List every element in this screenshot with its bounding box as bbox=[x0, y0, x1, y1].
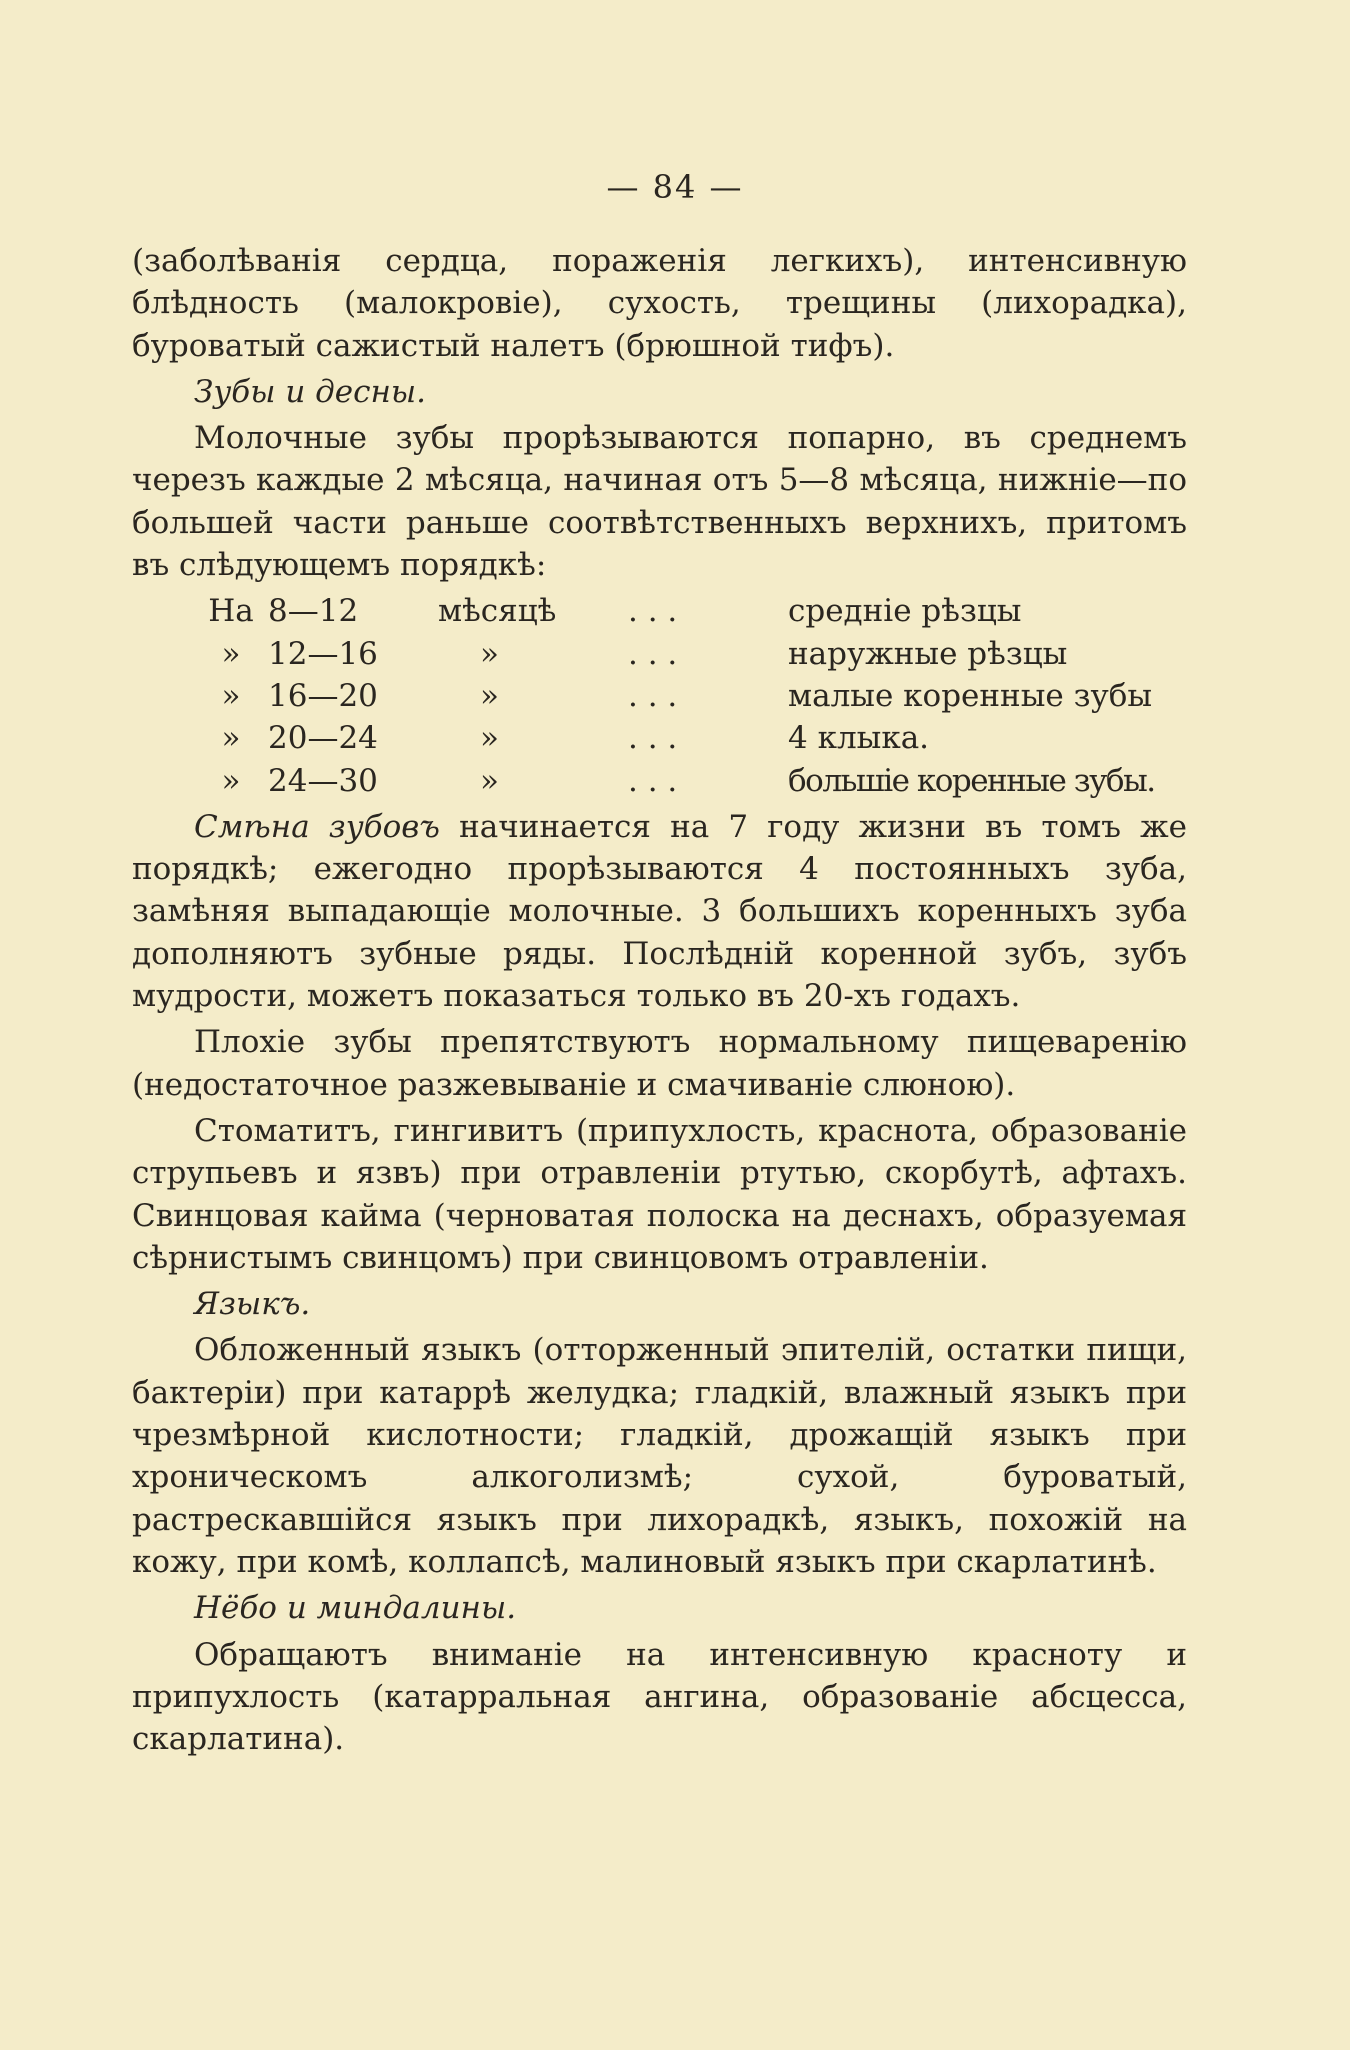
paragraph-continuation: (заболѣванія сердца, пораженія легкихъ), интенсивную блѣдность (малокровіе), сухость, трещины (лихорадка), буроватый сажистый налетъ (брюшной тифъ). bbox=[132, 243, 1187, 364]
heading-tongue: Языкъ. bbox=[194, 1286, 311, 1323]
inline-term: Смѣна зубовъ bbox=[194, 808, 440, 845]
row-range: 12—16 bbox=[268, 635, 378, 672]
paragraph-tongue: Обложенный языкъ (отторженный эпителій, остатки пищи, бактеріи) при катаррѣ желудка; гладкій, влажный языкъ при чрезмѣрной кислотности; гладкій, дрожащій языкъ при хроническомъ алкоголизмѣ; сухой, буроватый, растрескавшійся языкъ при лихорадкѣ, языкъ, похожій на кожу, при комѣ, коллапсѣ, малиновый языкъ при скарлатинѣ. bbox=[132, 1332, 1187, 1580]
page-number: — 84 — bbox=[606, 168, 744, 206]
teeth-eruption-table bbox=[132, 590, 1187, 801]
row-range: 8—12 bbox=[268, 593, 359, 630]
row-dots: . . . bbox=[628, 720, 678, 757]
row-unit: мѣсяцѣ bbox=[438, 593, 557, 630]
row-range: 20—24 bbox=[268, 720, 378, 757]
row-dots: . . . bbox=[628, 677, 678, 714]
row-name: малые коренные зубы bbox=[788, 677, 1153, 714]
row-unit: » bbox=[480, 720, 499, 757]
row-dots: . . . bbox=[628, 593, 678, 630]
row-prefix: » bbox=[221, 677, 241, 714]
paragraph-stomatitis: Стоматитъ, гингивитъ (припухлость, краснота, образованіе струпьевъ и язвъ) при отравленіи ртутью, скорбутѣ, афтахъ. Свинцовая кайма (черноватая полоска на деснахъ, образуемая сѣрнистымъ свинцомъ) при свинцовомъ отравленіи. bbox=[132, 1112, 1187, 1276]
row-range: 24—30 bbox=[268, 762, 378, 799]
row-name: средніе рѣзцы bbox=[788, 593, 1022, 630]
page-body bbox=[132, 240, 1187, 1764]
table-row bbox=[132, 760, 1187, 802]
row-prefix: » bbox=[221, 762, 241, 799]
row-unit: » bbox=[480, 677, 499, 714]
row-range: 16—20 bbox=[268, 677, 378, 714]
paragraph-teeth-change bbox=[132, 806, 1187, 1017]
row-prefix: На bbox=[208, 593, 254, 630]
table-row bbox=[132, 717, 1187, 759]
paragraph-palate: Обращаютъ вниманіе на интенсивную красноту и припухлость (катарральная ангина, образованіе абсцесса, скарлатина). bbox=[132, 1636, 1187, 1758]
row-dots: . . . bbox=[628, 635, 678, 672]
row-name: наружные рѣзцы bbox=[788, 635, 1068, 672]
row-name: 4 клыка. bbox=[788, 720, 930, 757]
table-row bbox=[132, 590, 1187, 632]
row-unit: » bbox=[480, 635, 499, 672]
paragraph-text: начинается на 7 году жизни въ томъ же порядкѣ; ежегодно прорѣзываются 4 постоянныхъ зуба, замѣняя выпадающіе молочные. 3 большихъ коренныхъ зуба дополняютъ зубные ряды. Послѣдній коренной зубъ, зубъ мудрости, можетъ показаться только въ 20-хъ годахъ. bbox=[132, 808, 1187, 1015]
row-prefix: » bbox=[221, 635, 241, 672]
heading-palate-tonsils: Нёбо и миндалины. bbox=[194, 1590, 517, 1627]
table-row bbox=[132, 675, 1187, 717]
row-name: большіе коренные зубы. bbox=[788, 762, 1155, 799]
row-dots: . . . bbox=[628, 762, 678, 799]
heading-teeth-gums: Зубы и десны. bbox=[194, 373, 427, 410]
paragraph-milk-teeth: Молочные зубы прорѣзываются попарно, въ среднемъ черезъ каждые 2 мѣсяца, начиная отъ 5—8 мѣсяца, нижніе—по большей части раньше соотвѣтственныхъ верхнихъ, притомъ въ слѣдующемъ порядкѣ: bbox=[132, 420, 1187, 584]
row-unit: » bbox=[480, 762, 499, 799]
paragraph-bad-teeth: Плохіе зубы препятствуютъ нормальному пищеваренію (недостаточное разжевываніе и смачиваніе слюною). bbox=[132, 1024, 1187, 1103]
row-prefix: » bbox=[221, 720, 241, 757]
table-row bbox=[132, 633, 1187, 675]
